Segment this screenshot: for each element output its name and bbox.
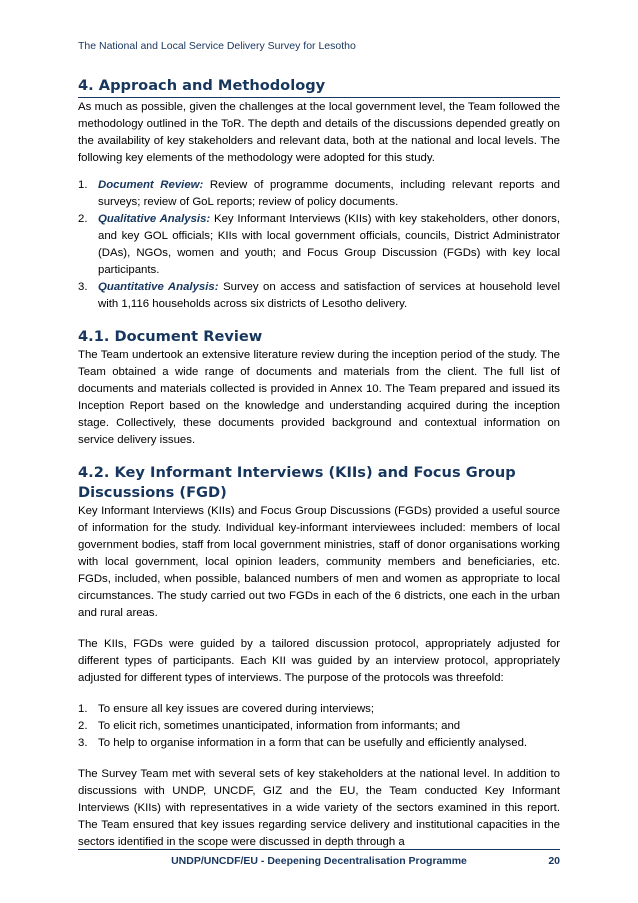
list-item [78,718,560,735]
list-item [78,701,560,718]
list-text: To ensure all key issues are covered during interviews; [98,703,375,715]
list-text: To help to organise information in a form that can be usefully and efficiently analysed. [98,737,528,749]
list-number: 1. [78,179,88,191]
page-number: 20 [548,855,560,867]
page-body [78,76,560,851]
methodology-elements-list [78,177,560,313]
section-heading-approach: 4. Approach and Methodology [78,76,560,98]
list-text: Review of programme documents, including relevant reports and surveys; review of GoL reports; review of policy documents. [98,179,561,208]
running-header: The National and Local Service Delivery Survey for Lesotho [78,40,356,52]
list-number: 1. [78,703,88,715]
list-term: Quantitative Analysis: [98,281,219,293]
list-number: 3. [78,737,88,749]
document-review-paragraph: The Team undertook an extensive literature review during the inception period of the study. The Team obtained a wide range of documents and materials from the client. The full list of documents and materials collected is provided in Annex 10. The Team prepared and issued its Inception Report based on the knowledge and understanding acquired during the inception stage. Collectively, these documents provided background and contextual information on service delivery issues. [78,349,560,446]
approach-intro-paragraph: As much as possible, given the challenges at the local government level, the Team followed the methodology outlined in the ToR. The depth and details of the discussions depended greatly on the availability of key stakeholders and relevant data, both at the national and local levels. The following key elements of the methodology were adopted for this study. [78,101,560,164]
list-item [78,279,560,313]
section-heading-kii-fgd: 4.2. Key Informant Interviews (KIIs) and Focus Group Discussions (FGD) [78,464,516,501]
list-text: Key Informant Interviews (KIIs) with key stakeholders, other donors, and key GOL officials; KIIs with local government officials, councils, District Administrator (DAs), NGOs, women and youth; and Focus Group Discussion (FGDs) with key local participants. [98,213,560,276]
list-text: Survey on access and satisfaction of services at household level with 1,116 households across six districts of Lesotho delivery. [98,281,560,310]
list-term: Qualitative Analysis: [98,213,211,225]
kii-fgd-paragraph-3: The Survey Team met with several sets of key stakeholders at the national level. In addition to discussions with UNDP, UNCDF, GIZ and the EU, the Team conducted Key Informant Interviews (KIIs) with representatives in a wide variety of the sectors examined in this report. The Team ensured that key issues regarding service delivery and institutional capacities in the sectors identified in the scope were discussed in depth through a [78,768,560,848]
kii-fgd-paragraph-1: Key Informant Interviews (KIIs) and Focus Group Discussions (FGDs) provided a useful source of information for the study. Individual key-informant interviewees included: members of local government bodies, staff from local government ministries, staff of donor organisations working with local government, local opinion leaders, community members and beneficiaries, etc. FGDs, included, when possible, balanced numbers of men and women as appropriate to local circumstances. The study carried out two FGDs in each of the 6 districts, one each in the urban and rural areas. [78,505,560,619]
list-item [78,177,560,211]
list-term: Document Review: [98,179,204,191]
list-number: 3. [78,281,88,293]
kii-fgd-paragraph-2: The KIIs, FGDs were guided by a tailored discussion protocol, appropriately adjusted for different types of participants. Each KII was guided by an interview protocol, appropriately adjusted for different types of interviews. The purpose of the protocols was threefold: [78,638,560,684]
list-item [78,735,560,752]
protocol-purposes-list [78,701,560,752]
list-text: To elicit rich, sometimes unanticipated, information from informants; and [98,720,461,732]
list-item [78,211,560,279]
list-number: 2. [78,213,88,225]
footer-divider [78,849,560,850]
section-heading-document-review: 4.1. Document Review [78,328,263,345]
footer-programme: UNDP/UNCDF/EU - Deepening Decentralisation Programme [171,855,467,867]
list-number: 2. [78,720,88,732]
